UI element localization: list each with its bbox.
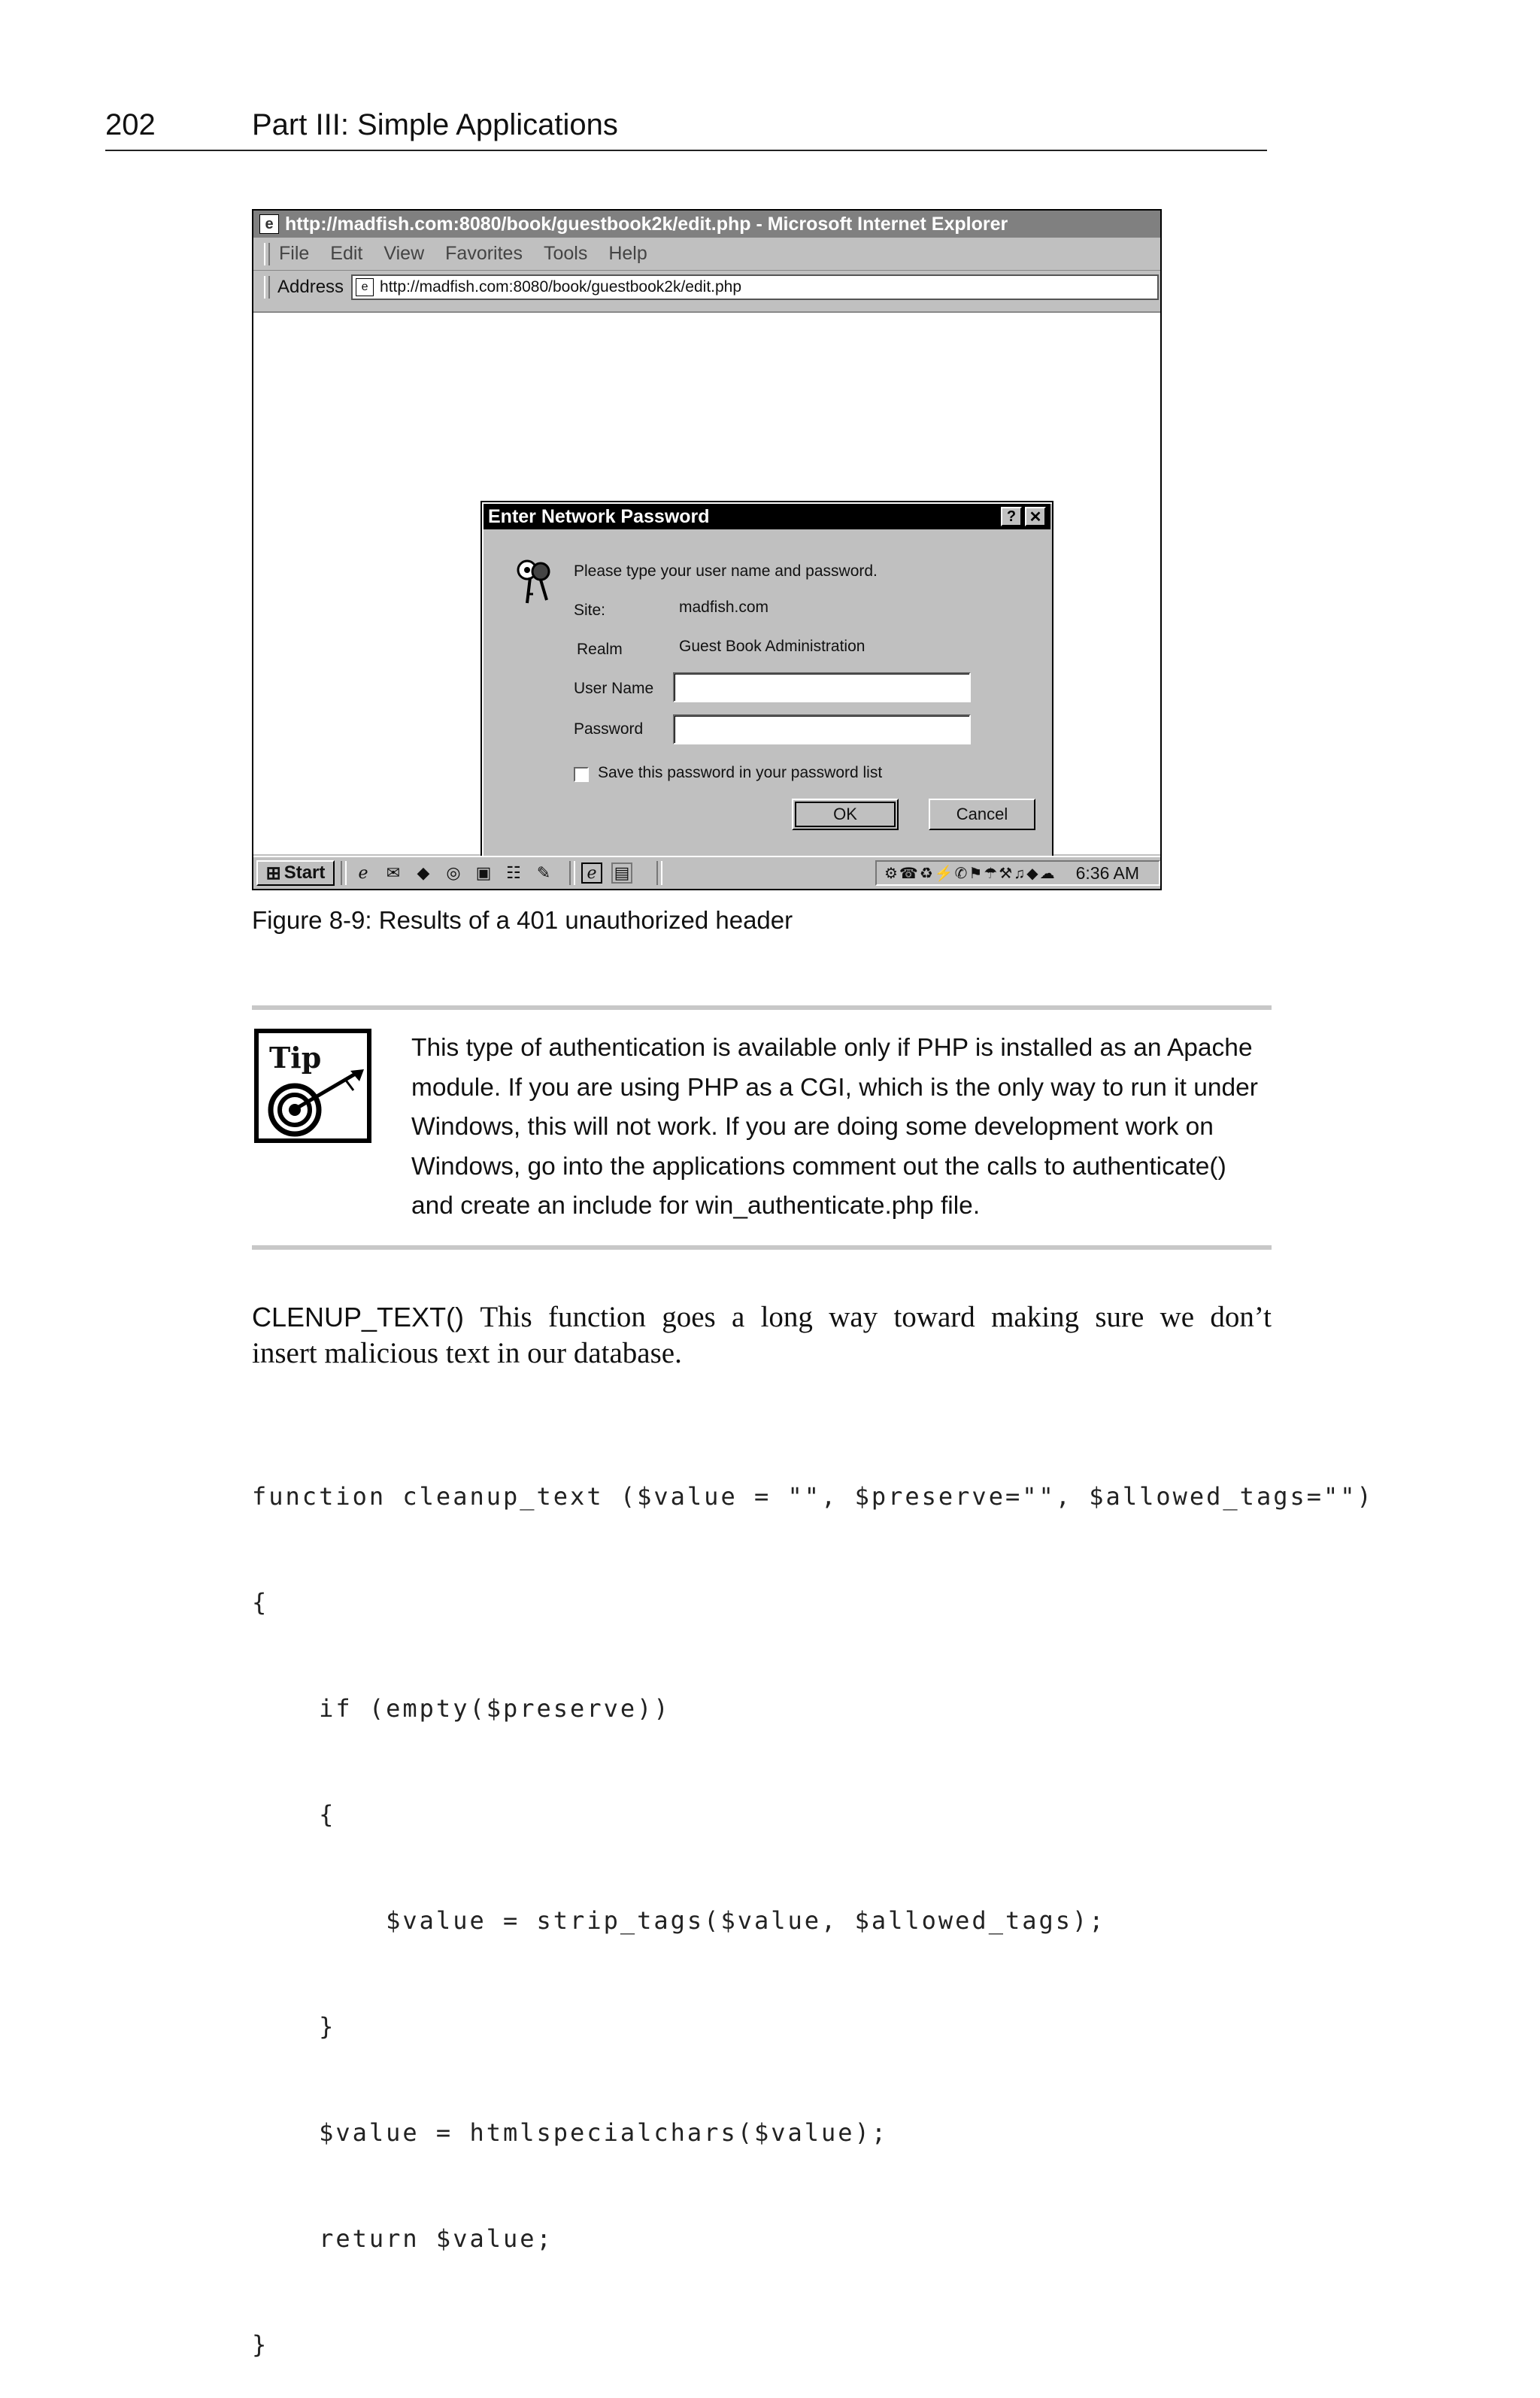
dialog-title: Enter Network Password — [488, 505, 710, 527]
body-word: don’t — [1210, 1301, 1272, 1333]
browser-window — [252, 209, 1162, 890]
page-number: 202 — [105, 108, 156, 141]
body-word: a — [731, 1301, 745, 1333]
menu-edit[interactable]: Edit — [330, 243, 363, 264]
site-label: Site: — [574, 602, 606, 619]
network-quicklaunch-icon[interactable]: ☷ — [506, 863, 521, 882]
body-word: This — [480, 1301, 532, 1333]
tip-badge-label: Tip — [269, 1041, 322, 1075]
site-value: madfish.com — [679, 599, 769, 616]
outlook-quicklaunch-icon[interactable]: ✉ — [386, 863, 401, 882]
ie-logo-icon: e — [259, 214, 279, 234]
body-word: goes — [662, 1301, 716, 1333]
username-input[interactable] — [673, 672, 971, 702]
start-label: Start — [283, 862, 326, 883]
explorer-quicklaunch-icon[interactable]: ◎ — [446, 863, 461, 882]
ie-task-icon[interactable]: ℯ — [581, 862, 602, 884]
browser-titlebar — [253, 211, 1160, 238]
body-word: way — [829, 1301, 878, 1333]
menu-view[interactable]: View — [383, 243, 425, 264]
tip-line: Windows, go into the applications comment out the calls to authenticate() — [411, 1152, 1226, 1181]
window-task-icon[interactable]: ▤ — [611, 862, 632, 884]
running-title: Part III: Simple Applications — [252, 108, 618, 141]
address-bar — [253, 271, 1160, 304]
menu-bar — [253, 238, 1160, 271]
realm-label: Realm — [577, 641, 623, 658]
help-button[interactable]: ? — [1001, 507, 1022, 526]
save-password-checkbox[interactable] — [574, 767, 589, 782]
tip-line: Windows, this will not work. If you are doing some development work on — [411, 1113, 1214, 1141]
body-word: function — [547, 1301, 646, 1333]
body-word: making — [991, 1301, 1080, 1333]
code-line: return $value; — [252, 2224, 553, 2253]
system-tray — [875, 860, 1160, 886]
code-line: $value = strip_tags($value, $allowed_tags); — [252, 1906, 1106, 1935]
address-field[interactable] — [351, 274, 1159, 300]
browser-title: http://madfish.com:8080/book/guestbook2k/edit.php - Microsoft Internet Explorer — [285, 213, 1008, 235]
ok-button[interactable]: OK — [792, 799, 899, 830]
code-line: { — [252, 1588, 269, 1617]
notepad-quicklaunch-icon[interactable]: ✎ — [536, 863, 551, 882]
menu-file[interactable]: File — [279, 243, 310, 264]
tip-rule-bottom — [252, 1245, 1272, 1250]
tip-line: and create an include for win_authenticate.php file. — [411, 1192, 981, 1220]
header-rule — [105, 150, 1267, 151]
tip-text — [411, 1029, 1258, 1226]
code-listing — [252, 1408, 1374, 2398]
code-line: } — [252, 2330, 269, 2359]
start-button[interactable] — [256, 860, 335, 886]
toolbar-grip — [264, 276, 270, 299]
body-paragraph — [252, 1299, 1272, 1372]
password-input[interactable] — [673, 714, 971, 744]
code-line: { — [252, 1800, 336, 1829]
menu-favorites[interactable]: Favorites — [445, 243, 523, 264]
code-line: if (empty($preserve)) — [252, 1694, 671, 1723]
windows-logo-icon: ⊞ — [265, 862, 281, 884]
network-password-dialog — [480, 501, 1053, 865]
code-line: } — [252, 2012, 336, 2041]
taskbar-separator — [341, 861, 347, 885]
realm-value: Guest Book Administration — [679, 638, 865, 655]
tray-icons[interactable]: ⚙☎♻⚡✆⚑☂⚒♫◆☁ — [884, 865, 1056, 882]
dialog-titlebar — [484, 504, 1050, 529]
dialog-prompt: Please type your user name and password. — [574, 562, 878, 580]
address-label: Address — [277, 277, 344, 297]
channels-quicklaunch-icon[interactable]: ◆ — [417, 863, 430, 882]
page-icon: e — [356, 278, 374, 296]
taskbar-clock: 6:36 AM — [1075, 862, 1139, 883]
address-value: http://madfish.com:8080/book/guestbook2k/edit.php — [380, 278, 742, 296]
code-line: function cleanup_text ($value = "", $preserve="", $allowed_tags="") — [252, 1482, 1374, 1511]
password-label: Password — [574, 720, 644, 738]
taskbar — [253, 856, 1160, 889]
taskbar-separator — [569, 861, 575, 885]
tip-badge — [254, 1029, 371, 1143]
save-password-label: Save this password in your password list — [598, 764, 883, 781]
function-name: CLENUP_TEXT() — [252, 1302, 465, 1332]
target-arrow-icon — [262, 1069, 367, 1137]
figure-caption: Figure 8-9: Results of a 401 unauthorized header — [252, 906, 793, 934]
body-word: toward — [893, 1301, 975, 1333]
taskbar-separator — [656, 861, 662, 885]
body-word: we — [1160, 1301, 1195, 1333]
menu-help[interactable]: Help — [608, 243, 647, 264]
tip-line: This type of authentication is available only if PHP is installed as an Apache — [411, 1034, 1253, 1062]
body-word: long — [760, 1301, 813, 1333]
close-button[interactable]: ✕ — [1025, 507, 1046, 526]
body-line-1 — [252, 1299, 1272, 1335]
body-word: sure — [1095, 1301, 1144, 1333]
username-label: User Name — [574, 680, 654, 697]
tip-rule-top — [252, 1005, 1272, 1010]
menu-tools[interactable]: Tools — [543, 243, 588, 264]
desktop-quicklaunch-icon[interactable]: ▣ — [475, 863, 492, 882]
tip-line: module. If you are using PHP as a CGI, which is the only way to run it under — [411, 1073, 1258, 1102]
ie-quicklaunch-icon[interactable]: ℯ — [358, 863, 368, 882]
body-line-2: insert malicious text in our database. — [252, 1337, 682, 1369]
toolbar-grip — [264, 243, 270, 265]
keys-icon — [514, 556, 559, 606]
code-line: $value = htmlspecialchars($value); — [252, 2118, 889, 2147]
cancel-button[interactable]: Cancel — [929, 799, 1035, 830]
